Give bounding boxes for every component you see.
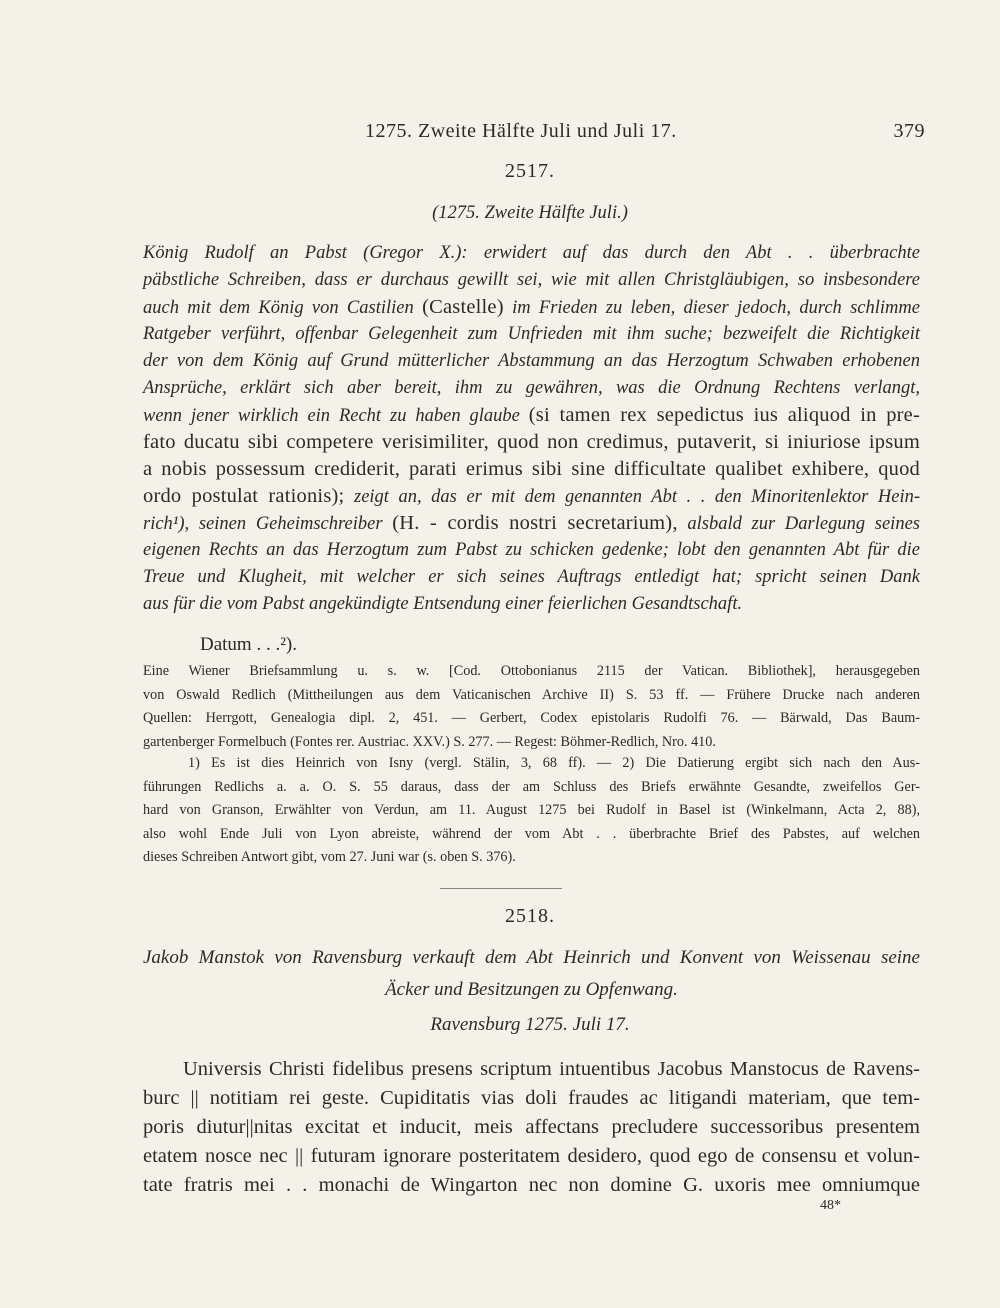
footnotes-2517 <box>143 752 920 870</box>
regest-line <box>143 321 920 348</box>
regest-line <box>143 240 920 267</box>
source-line: gartenberger Formelbuch (Fontes rer. Austriac. XXV.) S. 277. — Regest: Böhmer-Redlich, Nro. 410. <box>143 733 716 750</box>
source-notes-2517 <box>143 660 920 754</box>
regest-line <box>143 267 920 294</box>
regest-text: eigenen Rechts an das Herzogtum zum Pabst zu schicken gedenke; lobt den genannten Abt für die <box>143 540 920 560</box>
source-line: Eine Wiener Briefsammlung u. s. w. [Cod. Ottobonianus 2115 der Vatican. Bibliothek], herausgegeben <box>143 663 920 679</box>
regest-line <box>143 537 920 564</box>
regest-text: alsbald zur Darlegung seines <box>677 514 920 534</box>
regest-line <box>143 429 920 456</box>
latin-quote: a nobis possessum crediderit, parati erimus sibi sine difficultate qualibet exhibere, quod <box>143 458 920 480</box>
footnote-line: also wohl Ende Juli von Lyon abreiste, während der vom Abt . . überbrachte Brief des Pabstes, auf welchen <box>143 825 920 842</box>
regest-text: König Rudolf an Pabst (Gregor X.): erwidert auf das durch den Abt . . überbrachte <box>143 243 920 263</box>
regest-text: Ratgeber verführt, offenbar Gelegenheit zum Unfrieden mit ihm suche; bezweifelt die Richtigkeit <box>143 324 920 344</box>
regest-line <box>143 348 920 375</box>
regest-line <box>143 402 920 429</box>
source-line: von Oswald Redlich (Mittheilungen aus dem Vaticanischen Archive II) S. 53 ff. — Frühere Drucke nach anderen <box>143 686 920 703</box>
regest-line <box>143 456 920 483</box>
regest-text: auch mit dem König von Castilien <box>143 298 423 318</box>
datum-line: Datum . . .²). <box>200 634 297 655</box>
signature-mark: 48* <box>820 1198 841 1213</box>
charter-text-2518 <box>143 1055 920 1200</box>
entry-date-2518: Ravensburg 1275. Juli 17. <box>430 1014 630 1035</box>
charter-line: etatem nosce nec || futuram ignorare posteritatem desidero, quod ego de consensu et volun- <box>143 1145 920 1167</box>
regest-text: Ansprüche, erklärt sich aber bereit, ihm zu gewähren, was die Ordnung Rechtens verlangt, <box>143 378 920 398</box>
charter-line: burc || notitiam rei geste. Cupiditatis vias doli fraudes ac litigandi materiam, que tem- <box>143 1087 920 1109</box>
entry-date-2517: (1275. Zweite Hälfte Juli.) <box>432 203 628 223</box>
latin-quote: (si tamen rex sepedictus ius aliquod in pre- <box>528 404 921 426</box>
regest-2517 <box>143 240 920 618</box>
footnote-line: 1) Es ist dies Heinrich von Isny (vergl. Stälin, 3, 68 ff). — 2) Die Datierung ergibt sich nach den Aus- <box>188 755 920 771</box>
regest-text: päbstliche Schreiben, dass er durchaus gewillt sei, wie mit allen Christgläubigen, so insbesondere <box>143 270 920 290</box>
charter-line: Universis Christi fidelibus presens scriptum intuentibus Jacobus Manstocus de Ravens- <box>183 1058 920 1080</box>
entry-number-2518: 2518. <box>505 905 555 927</box>
footnote-line: führungen Redlichs a. a. O. S. 55 daraus, dass der am Schluss des Briefs erwähnte Gesandte, zweifellos Ger- <box>143 778 920 795</box>
regest-text: zeigt an, das er mit dem genannten Abt . . den Minoritenlektor Hein- <box>344 487 921 507</box>
regest-text: wenn jener wirklich ein Recht zu haben glaube <box>143 406 529 426</box>
regest-line <box>143 375 920 402</box>
latin-quote: (H. - cordis nostri secretarium), <box>392 512 678 534</box>
regest-text: rich¹), seinen Geheimschreiber <box>143 514 393 534</box>
charter-line: poris diutur||nitas excitat et inducit, meis affectans precludere successoribus presentem <box>143 1116 920 1138</box>
footnote-line: hard von Granson, Erwählter von Verdun, am 11. August 1275 bei Rudolf in Basel ist (Winkelmann, Acta 2, 88), <box>143 802 920 818</box>
regest-text: der von dem König auf Grund mütterlicher Abstammung an das Herzogtum Schwaben erhobenen <box>143 351 920 371</box>
footnote-line: dieses Schreiben Antwort gibt, vom 27. Juni war (s. oben S. 376). <box>143 849 516 865</box>
heading-line: Äcker und Besitzungen zu Opfenwang. <box>385 979 678 1000</box>
regest-line <box>143 564 920 591</box>
heading-line: Jakob Manstok von Ravensburg verkauft dem Abt Heinrich und Konvent von Weissenau seine <box>143 947 920 968</box>
header-title: 1275. Zweite Hälfte Juli und Juli 17. <box>365 120 677 142</box>
latin-quote: (Castelle) <box>422 296 504 318</box>
regest-line <box>143 510 920 537</box>
section-divider <box>440 888 562 889</box>
regest-text: Treue und Klugheit, mit welcher er sich seines Auftrags entledigt hat; spricht seinen Dank <box>143 567 920 587</box>
entry-number-2517: 2517. <box>505 160 555 182</box>
regest-text: im Frieden zu leben, dieser jedoch, durch schlimme <box>503 298 920 318</box>
regest-line <box>143 294 920 321</box>
source-line: Quellen: Herrgott, Genealogia dipl. 2, 451. — Gerbert, Codex epistolaris Rudolfi 76. — Bärwald, Das Baum- <box>143 710 920 726</box>
page-number: 379 <box>893 120 925 142</box>
charter-line: tate fratris mei . . monachi de Wingarton nec non domine G. uxoris mee omniumque <box>143 1174 920 1196</box>
latin-quote: fato ducatu sibi competere verisimiliter, quod non credimus, putaverit, si iniuriose ipsum <box>143 431 920 453</box>
entry-heading-2518 <box>143 942 920 1006</box>
regest-text: aus für die vom Pabst angekündigte Entsendung einer feierlichen Gesandtschaft. <box>143 594 743 614</box>
regest-line <box>143 591 920 618</box>
running-header <box>365 120 925 150</box>
latin-quote: ordo postulat rationis); <box>143 485 345 507</box>
regest-line <box>143 483 920 510</box>
